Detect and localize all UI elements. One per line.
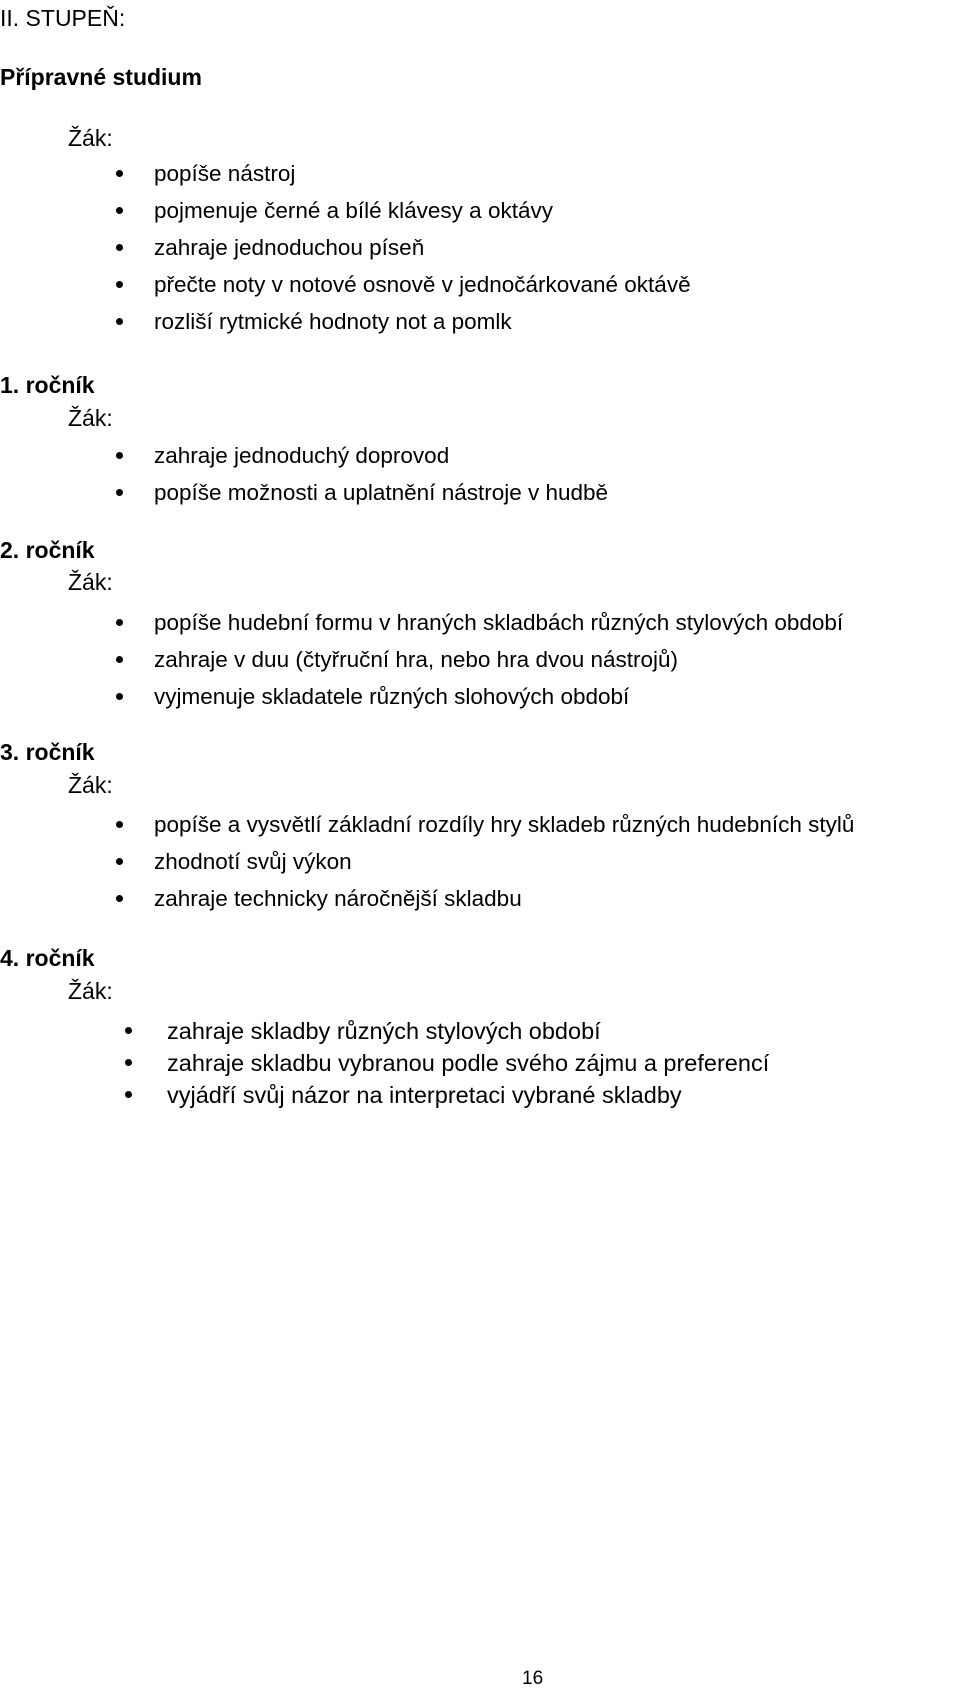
bullet-icon <box>125 1027 132 1034</box>
list-item: zhodnotí svůj výkon <box>154 843 854 880</box>
list-item: vyjádří svůj názor na interpretaci vybrané skladby <box>167 1079 769 1111</box>
bullet-icon <box>116 693 123 700</box>
bullet-icon <box>116 656 123 663</box>
bullet-icon <box>116 318 123 325</box>
bullet-icon <box>116 858 123 865</box>
list-item: popíše hudební formu v hraných skladbách různých stylových období <box>154 604 843 641</box>
section-title-year1: 1. ročník <box>0 372 95 398</box>
year4-list <box>167 1015 769 1111</box>
year1-list <box>154 437 608 511</box>
section-title-year2: 2. ročník <box>0 537 95 563</box>
list-item: pojmenuje černé a bílé klávesy a oktávy <box>154 192 691 229</box>
bullet-icon <box>116 207 123 214</box>
list-item: rozliší rytmické hodnoty not a pomlk <box>154 303 691 340</box>
bullet-icon <box>125 1059 132 1066</box>
bullet-icon <box>116 895 123 902</box>
bullet-icon <box>116 281 123 288</box>
list-item: popíše nástroj <box>154 155 691 192</box>
list-item: zahraje jednoduchý doprovod <box>154 437 608 474</box>
list-item: vyjmenuje skladatele různých slohových období <box>154 678 843 715</box>
student-label: Žák: <box>68 772 113 798</box>
section-title-preparatory: Přípravné studium <box>0 64 202 90</box>
student-label: Žák: <box>68 405 113 431</box>
list-item: zahraje jednoduchou píseň <box>154 229 691 266</box>
list-item: zahraje skladby různých stylových období <box>167 1015 769 1047</box>
bullet-icon <box>125 1091 132 1098</box>
bullet-icon <box>116 452 123 459</box>
student-label: Žák: <box>68 125 113 151</box>
page-number: 16 <box>522 1668 544 1689</box>
list-item: přečte noty v notové osnově v jednočárkované oktávě <box>154 266 691 303</box>
list-item: popíše a vysvětlí základní rozdíly hry skladeb různých hudebních stylů <box>154 806 854 843</box>
section-title-year4: 4. ročník <box>0 945 95 971</box>
bullet-icon <box>116 170 123 177</box>
bullet-icon <box>116 489 123 496</box>
year2-list <box>154 604 843 715</box>
stage-title: II. STUPEŇ: <box>0 5 126 31</box>
section-title-year3: 3. ročník <box>0 739 95 765</box>
year3-list <box>154 806 854 917</box>
preparatory-list <box>154 155 691 340</box>
list-item: zahraje skladbu vybranou podle svého zájmu a preferencí <box>167 1047 769 1079</box>
student-label: Žák: <box>68 978 113 1004</box>
bullet-icon <box>116 619 123 626</box>
list-item: zahraje v duu (čtyřruční hra, nebo hra dvou nástrojů) <box>154 641 843 678</box>
list-item: zahraje technicky náročnější skladbu <box>154 880 854 917</box>
bullet-icon <box>116 244 123 251</box>
list-item: popíše možnosti a uplatnění nástroje v hudbě <box>154 474 608 511</box>
student-label: Žák: <box>68 569 113 595</box>
bullet-icon <box>116 821 123 828</box>
